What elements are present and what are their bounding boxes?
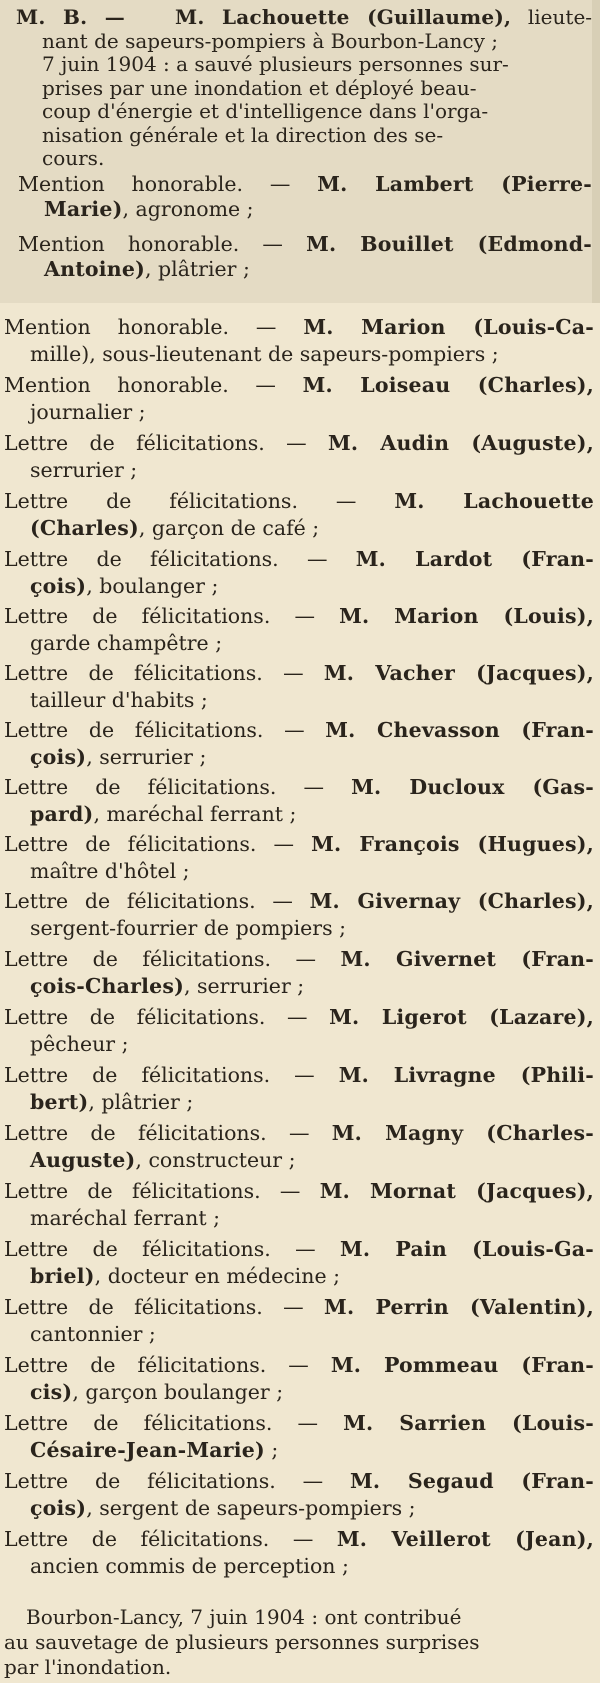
recipient-name: M. Segaud (Fran- xyxy=(349,1469,594,1493)
award-entry xyxy=(4,1120,594,1174)
award-entry xyxy=(4,1468,594,1522)
recipient-name: M. Givernet (Fran- xyxy=(340,947,594,971)
recipient-occupation: , maréchal ferrant ; xyxy=(93,802,297,826)
award-label: Lettre de félicitations. — xyxy=(4,547,328,571)
recipient-name: M. Ducloux (Gas- xyxy=(351,775,594,799)
award-entry xyxy=(4,1004,594,1058)
recipient-name-cont: çois-Charles) xyxy=(30,974,184,998)
recipient-occupation: , constructeur ; xyxy=(135,1148,296,1172)
recipient-occupation: ancien commis de perception ; xyxy=(30,1554,349,1578)
paper-edge xyxy=(592,0,600,303)
recipient-name: M. Mornat (Jacques), xyxy=(319,1179,594,1203)
intro-name: M. Lachouette (Guillaume), xyxy=(175,5,512,29)
award-label: Lettre de félicitations. — xyxy=(4,1121,310,1145)
award-entry xyxy=(4,1526,594,1580)
award-entry xyxy=(4,430,594,484)
recipient-name-cont: çois) xyxy=(30,745,87,769)
award-label: Lettre de félicitations. — xyxy=(4,604,315,628)
recipient-occupation: sergent-fourrier de pompiers ; xyxy=(30,916,347,940)
recipient-name: M. Bouillet (Edmond- xyxy=(306,232,592,256)
recipient-name: M. Perrin (Valentin), xyxy=(324,1295,594,1319)
recipient-name: M. Marion (Louis-Ca- xyxy=(303,315,594,339)
recipient-name: M. Lambert (Pierre- xyxy=(317,172,592,196)
recipient-occupation: , plâtrier ; xyxy=(145,257,250,281)
award-label: Mention honorable. — xyxy=(18,172,291,196)
award-entry xyxy=(4,888,594,942)
award-label: Lettre de félicitations. — xyxy=(4,1295,304,1319)
award-label: Lettre de félicitations. — xyxy=(4,718,305,742)
recipient-name-cont: Auguste) xyxy=(30,1148,136,1172)
intro-line: nisation générale et la direction des se- xyxy=(42,122,444,147)
award-label: Mention honorable. — xyxy=(4,373,276,397)
award-label: Lettre de félicitations. — xyxy=(4,661,304,685)
award-entry xyxy=(4,314,594,368)
intro-mb: M. B. — xyxy=(16,5,125,29)
award-label: Lettre de félicitations. — xyxy=(4,832,295,856)
closing-paragraph xyxy=(4,1605,594,1680)
award-entry xyxy=(4,831,594,885)
award-label: Lettre de félicitations. — xyxy=(4,1469,324,1493)
recipient-occupation: journalier ; xyxy=(30,400,146,424)
closing-line: par l'inondation. xyxy=(4,1655,172,1679)
recipient-occupation: , serrurier ; xyxy=(86,745,207,769)
recipient-name-cont: Césaire-Jean-Marie) xyxy=(30,1438,265,1462)
recipient-name: M. Magny (Charles- xyxy=(331,1121,594,1145)
recipient-occupation: , garçon boulanger ; xyxy=(72,1380,284,1404)
recipient-occupation: cantonnier ; xyxy=(30,1322,156,1346)
recipient-occupation: garde champêtre ; xyxy=(30,631,223,655)
recipient-name-cont: briel) xyxy=(30,1264,95,1288)
recipient-occupation: serrurier ; xyxy=(30,458,138,482)
award-entry xyxy=(4,774,594,828)
recipient-name: M. Livragne (Phili- xyxy=(338,1063,594,1087)
closing-line: Bourbon-Lancy, 7 juin 1904 : ont contribué xyxy=(26,1605,462,1629)
recipient-occupation: , serrurier ; xyxy=(183,974,305,998)
recipient-name-cont: çois) xyxy=(30,574,87,598)
award-label: Lettre de félicitations. — xyxy=(4,889,293,913)
award-label: Lettre de félicitations. — xyxy=(4,1005,308,1029)
recipient-name: M. Ligerot (Lazare), xyxy=(329,1005,594,1029)
top-entry xyxy=(18,232,592,282)
award-entry xyxy=(4,488,594,542)
intro-line: cours. xyxy=(42,146,105,170)
award-entry xyxy=(4,660,594,714)
recipient-name-cont: bert) xyxy=(30,1090,89,1114)
recipient-occupation: maître d'hôtel ; xyxy=(30,859,190,883)
award-entry xyxy=(4,717,594,771)
award-label: Lettre de félicitations. — xyxy=(4,947,317,971)
intro-entry: M. B. — M. Lachouette (Guillaume), lieute- nant de sapeurs-pompiers à Bourbon-Lancy ; 7 juin 1904 : a sauvé plusieurs personnes sur- prises par une inondation et déployé beau- coup d'énergie et d'intelligence dans l'orga- nisation générale et la direction des se- cours. xyxy=(16,5,593,170)
recipient-name: M. Loiseau (Charles), xyxy=(302,373,594,397)
award-entry xyxy=(4,603,594,657)
award-label: Mention honorable. — xyxy=(18,232,283,256)
award-label: Lettre de félicitations. — xyxy=(4,431,307,455)
award-entry xyxy=(4,372,594,426)
intro-line: coup d'énergie et d'intelligence dans l'orga- xyxy=(42,99,489,123)
award-label: Lettre de félicitations. — xyxy=(4,1353,309,1377)
recipient-name: M. Sarrien (Louis- xyxy=(343,1411,594,1435)
recipient-occupation: , plâtrier ; xyxy=(88,1090,194,1114)
recipient-name: M. Vacher (Jacques), xyxy=(323,661,594,685)
recipient-name: M. Pommeau (Fran- xyxy=(330,1353,594,1377)
intro-line: nant de sapeurs-pompiers à Bourbon-Lancy ; xyxy=(42,28,499,53)
recipient-name: M. Lardot (Fran- xyxy=(355,547,594,571)
award-label: Lettre de félicitations. — xyxy=(4,1411,318,1435)
recipient-name: M. Marion (Louis), xyxy=(339,604,594,628)
recipient-name: M. François (Hugues), xyxy=(311,832,594,856)
recipient-name-cont: Marie) xyxy=(44,197,123,221)
recipient-name-cont: pard) xyxy=(30,802,94,826)
award-entry xyxy=(4,1410,594,1464)
award-label: Lettre de félicitations. — xyxy=(4,1527,314,1551)
recipient-occupation: maréchal ferrant ; xyxy=(30,1206,220,1230)
recipient-occupation: , sergent de sapeurs-pompiers ; xyxy=(86,1496,416,1520)
award-entry xyxy=(4,1352,594,1406)
top-entry xyxy=(18,172,592,222)
recipient-occupation: , boulanger ; xyxy=(86,574,219,598)
recipient-occupation: , garçon de café ; xyxy=(138,516,320,540)
recipient-occupation: mille), sous-lieutenant de sapeurs-pompiers ; xyxy=(30,342,499,366)
award-entry xyxy=(4,1062,594,1116)
award-label: Lettre de félicitations. — xyxy=(4,1063,315,1087)
recipient-name-cont: çois) xyxy=(30,1496,87,1520)
intro-line: 7 juin 1904 : a sauvé plusieurs personnes sur- xyxy=(42,52,509,76)
recipient-occupation: pêcheur ; xyxy=(30,1032,129,1056)
award-label: Mention honorable. — xyxy=(4,315,277,339)
award-entry xyxy=(4,1178,594,1232)
award-label: Lettre de félicitations. — xyxy=(4,1237,316,1261)
recipient-occupation: ; xyxy=(264,1438,279,1462)
recipient-name: M. Pain (Louis-Ga- xyxy=(339,1237,594,1261)
recipient-name-cont: (Charles) xyxy=(30,516,139,540)
award-label: Lettre de félicitations. — xyxy=(4,489,357,513)
award-entry xyxy=(4,546,594,600)
recipient-name: M. Audin (Auguste), xyxy=(327,431,594,455)
recipient-name-cont: cis) xyxy=(30,1380,73,1404)
intro-line: prises par une inondation et déployé beau- xyxy=(42,75,477,100)
recipient-name-cont: Antoine) xyxy=(44,257,145,281)
award-entry xyxy=(4,1294,594,1348)
recipient-occupation: , docteur en médecine ; xyxy=(94,1264,340,1288)
award-label: Lettre de félicitations. — xyxy=(4,1179,301,1203)
award-label: Lettre de félicitations. — xyxy=(4,775,325,799)
recipient-name: M. Chevasson (Fran- xyxy=(325,718,594,742)
recipient-name: M. Givernay (Charles), xyxy=(309,889,594,913)
recipient-occupation: , agronome ; xyxy=(122,197,254,221)
award-entry xyxy=(4,946,594,1000)
award-entry xyxy=(4,1236,594,1290)
recipient-occupation: tailleur d'habits ; xyxy=(30,688,208,712)
closing-line: au sauvetage de plusieurs personnes surprises xyxy=(4,1630,480,1654)
recipient-name: M. Veillerot (Jean), xyxy=(336,1527,594,1551)
recipient-name: M. Lachouette xyxy=(394,489,594,513)
